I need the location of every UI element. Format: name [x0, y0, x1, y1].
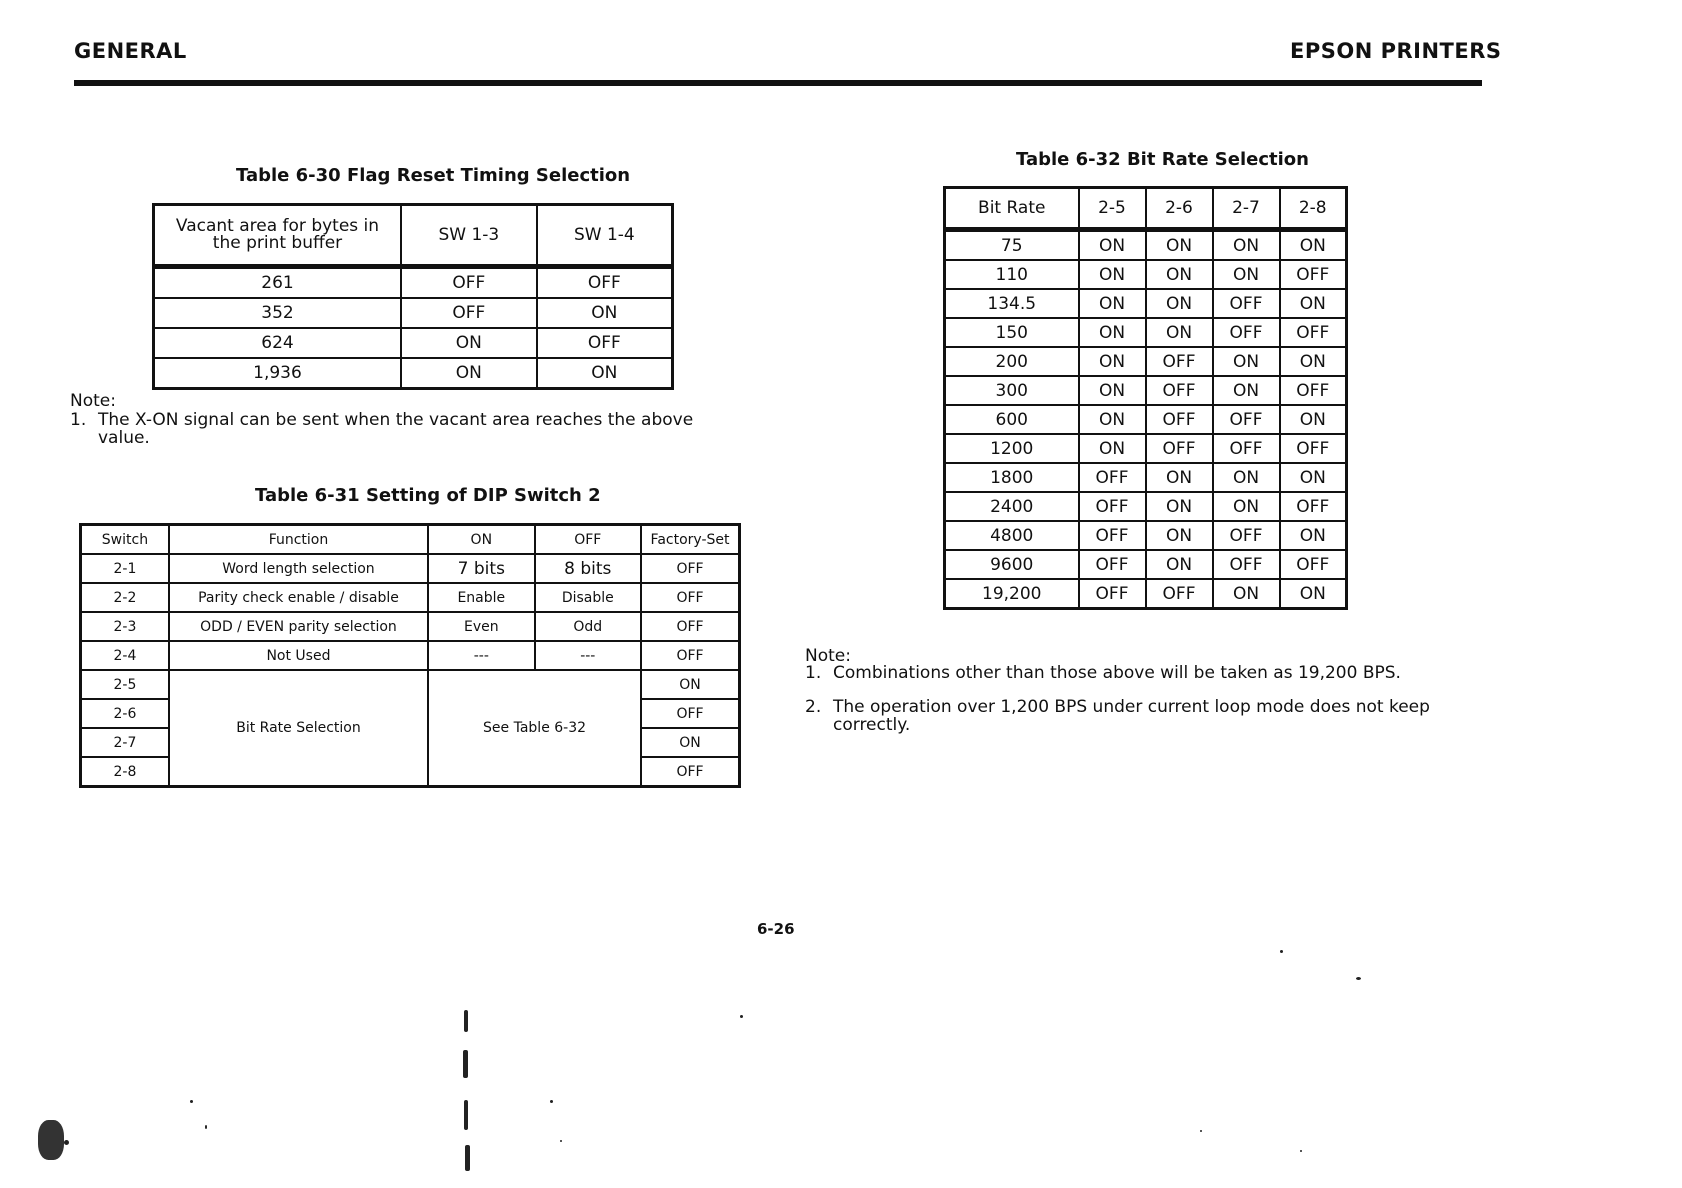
table-cell: Odd: [535, 612, 641, 641]
switch-setting-cell: ON: [1079, 347, 1146, 376]
table-row: [945, 434, 1347, 463]
table-cell: ---: [428, 641, 534, 670]
table-row: [945, 347, 1347, 376]
switch-setting-cell: ON: [1213, 347, 1280, 376]
column-header: SW 1-3: [401, 205, 537, 267]
switch-setting-cell: OFF: [1280, 318, 1347, 347]
table-cell: 2-8: [81, 757, 169, 787]
bit-rate-cell: 134.5: [945, 289, 1079, 318]
column-header: Switch: [81, 525, 169, 555]
table-cell: 2-3: [81, 612, 169, 641]
table-cell: 8 bits: [535, 554, 641, 583]
switch-setting-cell: ON: [1280, 579, 1347, 609]
table-row: [945, 579, 1347, 609]
column-header: Function: [169, 525, 428, 555]
table-header-row: [945, 188, 1347, 230]
switch-setting-cell: OFF: [1280, 376, 1347, 405]
switch-setting-cell: ON: [1213, 579, 1280, 609]
switch-setting-cell: ON: [1079, 318, 1146, 347]
switch-setting-cell: ON: [1213, 260, 1280, 289]
switch-setting-cell: ON: [1280, 230, 1347, 261]
switch-setting-cell: ON: [1079, 376, 1146, 405]
switch-setting-cell: OFF: [1146, 376, 1213, 405]
table-cell: OFF: [537, 267, 673, 299]
switch-setting-cell: ON: [1280, 347, 1347, 376]
table-header-row: [81, 525, 740, 555]
bit-rate-cell: 110: [945, 260, 1079, 289]
table-row: [945, 289, 1347, 318]
table-cell: ON: [537, 358, 673, 389]
bit-rate-cell: 300: [945, 376, 1079, 405]
table-row: [945, 521, 1347, 550]
table-cell: Not Used: [169, 641, 428, 670]
note-2-text: The operation over 1,200 BPS under current loop mode does not keep correctly.: [833, 697, 1430, 735]
table-cell: ON: [401, 328, 537, 358]
switch-setting-cell: OFF: [1146, 434, 1213, 463]
switch-setting-cell: OFF: [1213, 521, 1280, 550]
switch-setting-cell: OFF: [1213, 550, 1280, 579]
table-6-30-note-title: Note:: [70, 391, 116, 411]
table-6-30-note-number: 1.: [70, 410, 87, 430]
table-cell: Enable: [428, 583, 534, 612]
switch-setting-cell: ON: [1079, 405, 1146, 434]
switch-setting-cell: OFF: [1146, 347, 1213, 376]
table-6-31-caption: Table 6-31 Setting of DIP Switch 2: [255, 485, 601, 506]
table-cell: OFF: [641, 612, 739, 641]
table-cell: OFF: [537, 328, 673, 358]
table-cell: 2-1: [81, 554, 169, 583]
table-row: [945, 492, 1347, 521]
table-cell: 2-5: [81, 670, 169, 699]
switch-setting-cell: ON: [1213, 230, 1280, 261]
table-cell: 2-7: [81, 728, 169, 757]
bit-rate-cell: 1200: [945, 434, 1079, 463]
bit-rate-function-cell: Bit Rate Selection: [169, 670, 428, 787]
table-row: [81, 554, 740, 583]
column-header: Factory-Set: [641, 525, 739, 555]
switch-setting-cell: ON: [1146, 260, 1213, 289]
table-6-30: [152, 203, 674, 390]
column-header: 2-7: [1213, 188, 1280, 230]
table-row: [81, 670, 740, 699]
header-section-title: GENERAL: [74, 39, 187, 63]
switch-setting-cell: OFF: [1213, 318, 1280, 347]
table-cell: ON: [641, 728, 739, 757]
column-header: ON: [428, 525, 534, 555]
switch-setting-cell: ON: [1146, 318, 1213, 347]
table-row: [81, 612, 740, 641]
switch-setting-cell: OFF: [1079, 521, 1146, 550]
table-row: [154, 267, 673, 299]
bit-rate-cell: 75: [945, 230, 1079, 261]
column-header: 2-8: [1280, 188, 1347, 230]
table-row: [81, 641, 740, 670]
table-cell: 2-4: [81, 641, 169, 670]
column-header: OFF: [535, 525, 641, 555]
table-cell: 2-2: [81, 583, 169, 612]
table-6-32-note-title: Note:: [805, 646, 851, 666]
switch-setting-cell: ON: [1213, 376, 1280, 405]
table-cell: OFF: [641, 583, 739, 612]
switch-setting-cell: ON: [1280, 521, 1347, 550]
table-cell: OFF: [641, 641, 739, 670]
table-cell: 624: [154, 328, 401, 358]
table-cell: Word length selection: [169, 554, 428, 583]
switch-setting-cell: ON: [1146, 550, 1213, 579]
switch-setting-cell: OFF: [1079, 492, 1146, 521]
bit-rate-cell: 600: [945, 405, 1079, 434]
switch-setting-cell: ON: [1079, 230, 1146, 261]
table-row: [154, 358, 673, 389]
table-row: [945, 260, 1347, 289]
table-cell: OFF: [641, 554, 739, 583]
switch-setting-cell: ON: [1213, 463, 1280, 492]
bit-rate-cell: 200: [945, 347, 1079, 376]
table-cell: ON: [641, 670, 739, 699]
table-cell: ON: [537, 298, 673, 328]
column-header: 2-5: [1079, 188, 1146, 230]
table-cell: Parity check enable / disable: [169, 583, 428, 612]
table-header-row: [154, 205, 673, 267]
table-6-30-caption: Table 6-30 Flag Reset Timing Selection: [236, 165, 631, 186]
switch-setting-cell: ON: [1079, 260, 1146, 289]
table-6-30-note-text: The X-ON signal can be sent when the vacant area reaches the above value.: [98, 410, 694, 448]
bit-rate-cell: 150: [945, 318, 1079, 347]
table-6-32: [943, 186, 1348, 610]
table-cell: 352: [154, 298, 401, 328]
switch-setting-cell: OFF: [1146, 579, 1213, 609]
bit-rate-cell: 19,200: [945, 579, 1079, 609]
switch-setting-cell: OFF: [1213, 434, 1280, 463]
column-header: Vacant area for bytes in the print buffer: [154, 205, 401, 267]
switch-setting-cell: ON: [1146, 463, 1213, 492]
switch-setting-cell: OFF: [1280, 492, 1347, 521]
table-cell: ON: [401, 358, 537, 389]
switch-setting-cell: OFF: [1079, 463, 1146, 492]
note-2-number: 2.: [805, 697, 822, 717]
note-1-number: 1.: [805, 663, 822, 683]
table-row: [154, 298, 673, 328]
bit-rate-cell: 4800: [945, 521, 1079, 550]
switch-setting-cell: OFF: [1146, 405, 1213, 434]
table-cell: Even: [428, 612, 534, 641]
table-row: [945, 376, 1347, 405]
table-cell: OFF: [401, 267, 537, 299]
table-cell: ---: [535, 641, 641, 670]
table-cell: OFF: [641, 757, 739, 787]
table-row: [945, 463, 1347, 492]
bit-rate-cell: 2400: [945, 492, 1079, 521]
table-cell: ODD / EVEN parity selection: [169, 612, 428, 641]
table-row: [945, 318, 1347, 347]
header-rule: [74, 80, 1482, 86]
table-row: [945, 550, 1347, 579]
switch-setting-cell: ON: [1146, 521, 1213, 550]
switch-setting-cell: OFF: [1280, 260, 1347, 289]
note-1-text: Combinations other than those above will be taken as 19,200 BPS.: [833, 663, 1401, 683]
table-row: [945, 405, 1347, 434]
table-cell: 2-6: [81, 699, 169, 728]
column-header: 2-6: [1146, 188, 1213, 230]
table-6-31: [79, 523, 741, 788]
table-cell: OFF: [401, 298, 537, 328]
switch-setting-cell: ON: [1213, 492, 1280, 521]
switch-setting-cell: OFF: [1280, 434, 1347, 463]
switch-setting-cell: ON: [1280, 463, 1347, 492]
table-cell: 1,936: [154, 358, 401, 389]
column-header: Bit Rate: [945, 188, 1079, 230]
header-brand-title: EPSON PRINTERS: [1290, 39, 1502, 63]
table-cell: 7 bits: [428, 554, 534, 583]
switch-setting-cell: ON: [1146, 492, 1213, 521]
switch-setting-cell: ON: [1079, 434, 1146, 463]
bit-rate-cell: 9600: [945, 550, 1079, 579]
table-cell: OFF: [641, 699, 739, 728]
table-6-32-caption: Table 6-32 Bit Rate Selection: [1016, 149, 1309, 170]
table-cell: 261: [154, 267, 401, 299]
see-table-cell: See Table 6-32: [428, 670, 641, 787]
switch-setting-cell: ON: [1280, 405, 1347, 434]
table-row: [81, 583, 740, 612]
switch-setting-cell: OFF: [1213, 289, 1280, 318]
switch-setting-cell: ON: [1079, 289, 1146, 318]
table-row: [154, 328, 673, 358]
table-row: [945, 230, 1347, 261]
switch-setting-cell: OFF: [1079, 550, 1146, 579]
switch-setting-cell: OFF: [1280, 550, 1347, 579]
switch-setting-cell: OFF: [1213, 405, 1280, 434]
column-header: SW 1-4: [537, 205, 673, 267]
switch-setting-cell: ON: [1146, 289, 1213, 318]
switch-setting-cell: ON: [1280, 289, 1347, 318]
table-cell: Disable: [535, 583, 641, 612]
switch-setting-cell: ON: [1146, 230, 1213, 261]
bit-rate-cell: 1800: [945, 463, 1079, 492]
switch-setting-cell: OFF: [1079, 579, 1146, 609]
page-number: 6-26: [757, 920, 795, 938]
